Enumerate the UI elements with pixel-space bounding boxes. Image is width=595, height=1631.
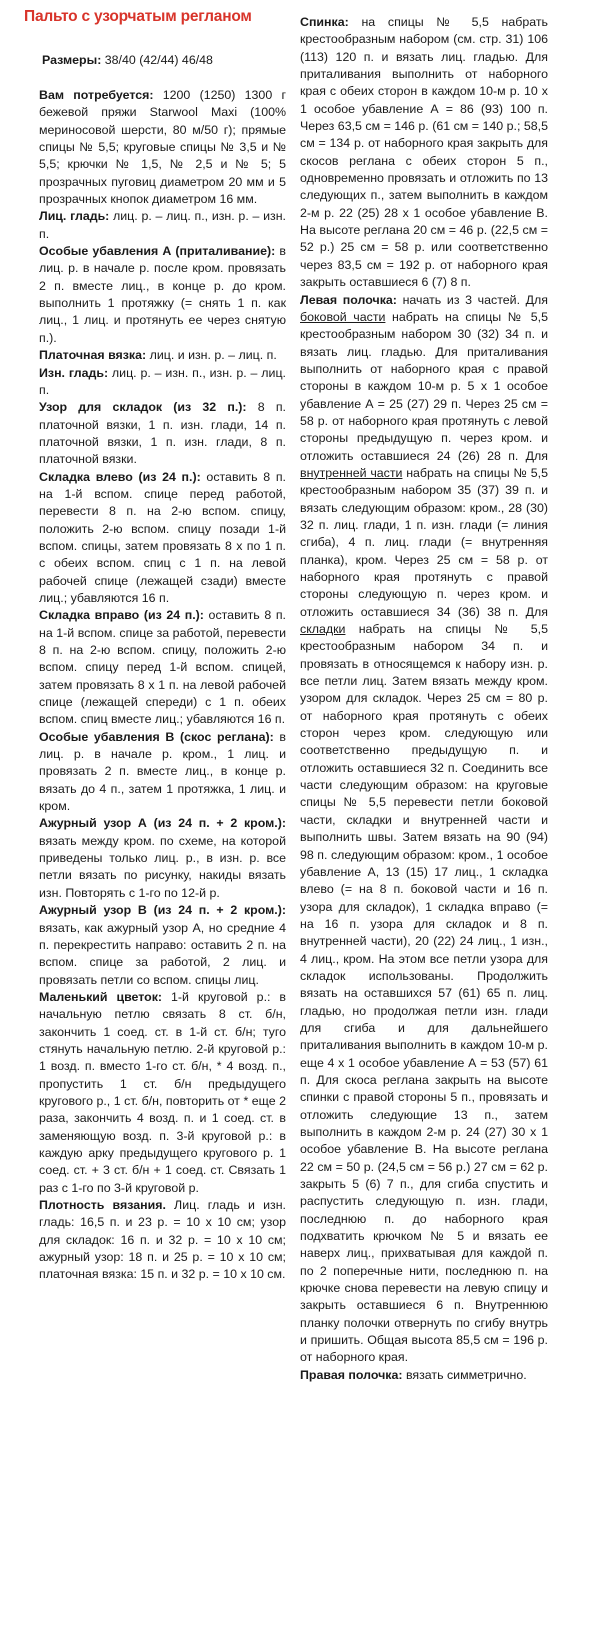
paragraph-text: набрать на спицы № 5,5 крестообразным набором 30 (32) 34 п. и вязать лиц. гладью. Для приталивания выполнить от наборного края с правой стороны в каждом 10-м р. 5 х 1 особое убавление А = 25 (27) 29 п. Через 25 см = 58 р. от наборного края протянуть с левой стороны предыдущую п. через кром. и отложить оставшиеся 24 (26) 28 п. Для: [300, 309, 549, 463]
reverse-stockinette-paragraph: [39, 365, 286, 400]
paragraph-text: набрать на спицы № 5,5 крестообразным набором 35 (37) 39 п. и вязать следующим образом: кром., 28 (30) 32 п. лиц. глади, 1 п. изн. глади (= линия сгиба), 4 п. лиц. глади (= внутренняя планка), кром. Через 25 см = 58 р. от наборного края протянуть с правой стороны следующую п. через кром. и отложить оставшиеся 34 (36) 38 п. Для: [300, 465, 548, 619]
paragraph-text: оставить 8 п. на 1-й вспом. спице перед работой, перевести 8 п. на 2-ю вспом. спицу, положить 2-ю вспом. спицу позади 1-й вспом. спицы, затем провязать 8 х по 1 п. с обеих вспом. спиц с 1 п. на левой рабочей спице (лежащей сзади) вместе лиц.; убавляются 16 п.: [39, 469, 286, 605]
stockinette-paragraph: [39, 208, 286, 243]
paragraph-label: Складка влево (из 24 п.):: [39, 469, 201, 484]
paragraph-label: Вам потребуется:: [39, 88, 154, 102]
paragraph-text: вязать симметрично.: [402, 1367, 527, 1382]
materials-paragraph: [39, 87, 286, 208]
pattern-title: Пальто с узорчатым регланом: [24, 8, 252, 25]
paragraph-text: вязать между кром. по схеме, на которой приведены только лиц. р., в изн. р. все петли вязать по рисунку, накиды вязать изн. Повторять с 1-го по 12-й р.: [39, 833, 286, 900]
paragraph-label: Платочная вязка:: [39, 348, 147, 363]
right-column: [300, 14, 548, 1384]
decrease-a-paragraph: [39, 243, 286, 347]
paragraph-label: Складка вправо (из 24 п.):: [39, 608, 204, 623]
paragraph-text: вязать, как ажурный узор А, но средние 4 п. перекрестить направо: оставить 2 п. на вспом. спице за работой, 2 лиц. и провязать петли со вспом. спицы лиц.: [39, 920, 286, 987]
pleat-term: складки: [300, 622, 346, 637]
small-flower-paragraph: [39, 989, 286, 1197]
pleat-pattern-paragraph: [39, 399, 286, 468]
paragraph-text: в лиц. р. в начале р. кром., 1 лиц. и провязать 2 п. вместе лиц., в конце р. вязать до 4 п., затем 1 протяжка, 1 лиц. и кром.: [39, 729, 286, 814]
paragraph-text: Лиц. гладь и изн. гладь: 16,5 п. и 23 р. = 10 х 10 см; узор для складок: 16 п. и 32 р. = 10 х 10 см; ажурный узор: 18 п. и 25 р. = 10 х 10 см; платочная вязка: 15 п. и 32 р. = 10 х 10 см.: [39, 1198, 286, 1282]
left-front-paragraph: [300, 292, 548, 1367]
paragraph-text: лиц. р. – лиц. п., изн. р. – изн. п.: [39, 209, 286, 241]
sizes-line: [42, 52, 213, 69]
paragraph-text: в лиц. р. в начале р. после кром. провязать 2 п. вместе лиц., в конце р. до кром. выполнить 1 протяжку (= снять 1 п. как лиц., 1 лиц. и протянуть ее через снятую п.).: [39, 244, 286, 345]
paragraph-text: оставить 8 п. на 1-й вспом. спице за работой, перевести 8 п. на 2-ю вспом. спицу, положить 2-ю вспом. спицу перед 1-й вспом. спицей, затем провязать 8 х 1 п. на левой рабочей спице (лежащей спереди) с 1 п. обеих вспом. спиц вместе лиц.; убавляются 16 п.: [39, 608, 286, 727]
paragraph-text: лиц. и изн. р. – лиц. п.: [146, 348, 277, 363]
back-paragraph: [300, 14, 548, 292]
left-column: [39, 87, 286, 1284]
paragraph-label: Правая полочка:: [300, 1367, 403, 1382]
paragraph-text: 1200 (1250) 1300 г бежевой пряжи Starwool Maxi (100% мериносовой шерсти, 80 м/50 г); прямые спицы № 5,5; круговые спицы № 3,5 и № 5,5; крючки № 1,5, № 2,5 и № 5; 5 прозрачных пуговиц диаметром 20 мм и 5 прозрачных кнопок диаметром 16 мм.: [39, 88, 286, 207]
paragraph-text: на спицы № 5,5 набрать крестообразным набором (см. стр. 31) 106 (113) 120 п. и вязать лиц. гладью. Для приталивания выполнить от наборного края с обеих сторон в каждом 10-м р. 10 х 1 особое убавление А = 86 (93) 100 п. Через 63,5 см = 146 р. (61 см = 140 р.; 58,5 см = 134 р. от наборного края закрыть для скосов реглана с обеих сторон 5 п., одновременно провязать и отложить по 13 следующих п., затем выполнить в каждом 2-м р. 22 (25) 28 х 1 особое убавление В. На высоте реглана 20 см = 46 р. (22,5 см = 52 р.) 25 см = 58 р. или соответственно через 83,5 см = 192 р. от наборного края закрыть оставшиеся 6 (7) 8 п.: [300, 15, 548, 290]
garter-paragraph: [39, 347, 286, 364]
paragraph-label: Лиц. гладь:: [39, 209, 110, 224]
gauge-paragraph: [39, 1197, 286, 1284]
inner-part-term: внутренней части: [300, 465, 403, 480]
lace-a-paragraph: [39, 815, 286, 902]
paragraph-label: Особые убавления В (скос реглана):: [39, 729, 274, 744]
side-part-term: боковой части: [300, 309, 386, 324]
paragraph-text: 1-й круговой р.: в начальную петлю связать 8 ст. б/н, закончить 1 соед. ст. в 1-й ст. б/н; туго стянуть начальную петлю. 2-й круговой р.: 1 возд. п. вместо 1-го ст. б/н, * 4 возд. п., пропустить 1 ст. б/н предыдущего кругового р., 1 ст. б/н, повторить от * еще 2 раза, закончить 4 возд. п. и 1 соед. ст. в заменяющую возд. п. 3-й круговой р.: в каждую арку предыдущего кругового р. 1 соед. ст. + 3 ст. б/н + 1 соед. ст. Связать 1 раз с 1-го по 3-й круговой р.: [39, 989, 286, 1195]
paragraph-label: Ажурный узор В (из 24 п. + 2 кром.):: [39, 903, 286, 918]
paragraph-label: Плотность вязания.: [39, 1198, 166, 1212]
paragraph-text: набрать на спицы № 5,5 крестообразным набором 34 п. и провязать в относящемся к набору изн. р. все петли лиц. Затем вязать между кром. узором для складок. Через 25 см = 80 р. от наборного края протянуть с обеих сторон через кром. следующую или соответственно предыдущую п. и отложить оставшиеся 32 п. Соединить все части следующим образом: на круговые спицы № 5,5 перевести петли боковой части, складки и внутренней части и выполнить швы. Затем вязать на 90 (94) 98 п. следующим образом: кром., 1 особое убавление А, 13 (15) 17 лиц., 1 складка влево (= на 8 п. боковой части и 16 п. узора для складок), 1 складка вправо (= на 16 п. узора для складок и 8 п. внутренней части), 20 (22) 24 лиц., 1 изн., 4 лиц., кром. На этом все петли узора для складок использованы. Продолжить вязать на оставшихся 57 (61) 65 п. лиц. гладью, но продолжая петли изн. глади для сгиба и для дальнейшего приталивания выполнить в каждом 10-м р. еще 4 х 1 особое убавление А = 53 (57) 61 п. Для скоса реглана закрыть на высоте спинки с правой стороны 5 п., провязать и отложить следующие 13 п., затем выполнить в каждом 2-м р. 24 (27) 30 х 1 особое убавление В. На высоте реглана 22 см = 50 р. (24,5 см = 56 р.) 27 см = 62 р. закрыть 5 (6) 7 п., для сгиба спустить и распустить следующую п. изн. глади, последнюю п. до наборного края подхватить крючком № 5 и вязать ее наверх лиц., прихватывая для каждой п. по 2 поперечные нити, последнюю п. на крючке снова перевести на левую спицу и закрыть оставшиеся 6 п. Внутреннюю планку полочки отвернуть по сгибу внутрь и пришить. Общая высота 85,5 см = 196 р. от наборного края.: [300, 622, 548, 1365]
paragraph-label: Ажурный узор А (из 24 п. + 2 кром.):: [39, 816, 286, 831]
paragraph-label: Спинка:: [300, 15, 349, 29]
paragraph-label: Маленький цветок:: [39, 989, 163, 1004]
paragraph-text: 8 п. платочной вязки, 1 п. изн. глади, 14 п. платочной вязки, 1 п. изн. глади, 8 п. платочной вязки.: [39, 400, 286, 467]
decrease-b-paragraph: [39, 729, 286, 816]
paragraph-label: Левая полочка:: [300, 292, 397, 307]
paragraph-label: Особые убавления А (приталивание):: [39, 244, 276, 259]
paragraph-label: Узор для складок (из 32 п.):: [39, 400, 247, 415]
left-pleat-paragraph: [39, 469, 286, 608]
right-pleat-paragraph: [39, 607, 286, 728]
lace-b-paragraph: [39, 902, 286, 989]
sizes-label: Размеры:: [42, 53, 102, 67]
paragraph-text: начать из 3 частей. Для: [396, 292, 548, 307]
sizes-text: 38/40 (42/44) 46/48: [101, 53, 213, 67]
right-front-paragraph: [300, 1367, 548, 1384]
paragraph-text: лиц. р. – изн. п., изн. р. – лиц. п.: [39, 365, 286, 397]
paragraph-label: Изн. гладь:: [39, 365, 109, 380]
